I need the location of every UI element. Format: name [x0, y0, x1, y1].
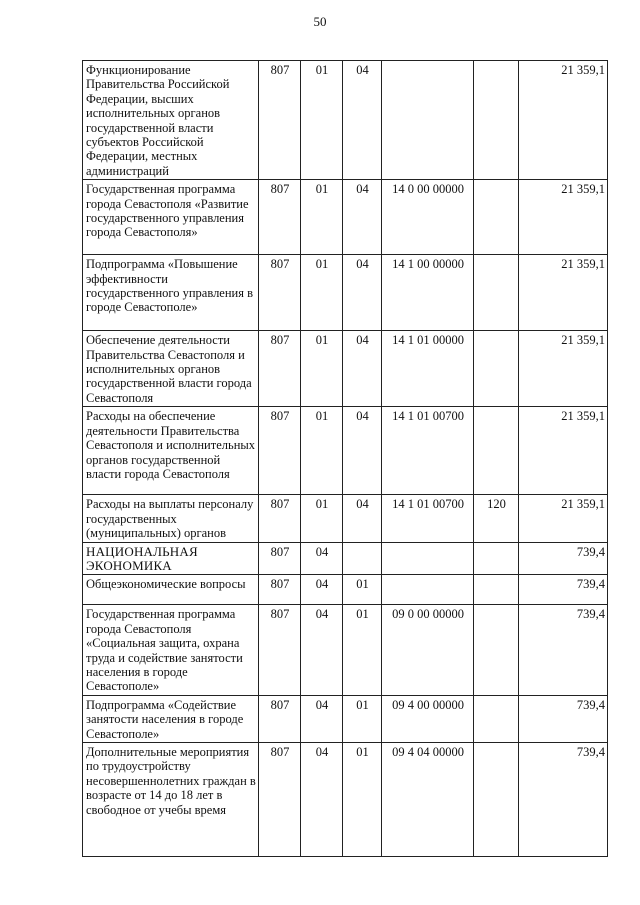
ministry-code: 807	[259, 742, 301, 856]
target-article-code: 09 0 00 00000	[382, 605, 474, 695]
row-name: Подпрограмма «Повышение эффективности государственного управления в городе Севастополе»	[83, 255, 259, 331]
table-row	[83, 575, 608, 605]
amount: 739,4	[519, 542, 608, 575]
section-code: 01	[301, 407, 343, 495]
expense-type-code	[474, 180, 519, 255]
subsection-code: 04	[343, 180, 382, 255]
target-article-code: 14 1 01 00700	[382, 407, 474, 495]
table-row	[83, 742, 608, 856]
table-row	[83, 542, 608, 575]
section-code: 01	[301, 331, 343, 407]
expense-type-code	[474, 61, 519, 180]
expense-type-code	[474, 255, 519, 331]
row-name: Функционирование Правительства Российской Федерации, высших исполнительных органов государственной власти субъектов Российской Федерации, местных администраций	[83, 61, 259, 180]
section-code: 04	[301, 542, 343, 575]
expense-type-code	[474, 605, 519, 695]
subsection-code	[343, 542, 382, 575]
expense-type-code	[474, 542, 519, 575]
target-article-code: 09 4 04 00000	[382, 742, 474, 856]
target-article-code	[382, 61, 474, 180]
ministry-code: 807	[259, 542, 301, 575]
section-code: 04	[301, 605, 343, 695]
subsection-code: 04	[343, 255, 382, 331]
amount: 21 359,1	[519, 495, 608, 542]
target-article-code: 14 1 01 00000	[382, 331, 474, 407]
amount: 21 359,1	[519, 61, 608, 180]
target-article-code: 14 0 00 00000	[382, 180, 474, 255]
target-article-code	[382, 575, 474, 605]
table-row	[83, 495, 608, 542]
ministry-code: 807	[259, 407, 301, 495]
ministry-code: 807	[259, 605, 301, 695]
row-name: Государственная программа города Севастополя «Развитие государственного управления города Севастополя»	[83, 180, 259, 255]
subsection-code: 04	[343, 61, 382, 180]
amount: 21 359,1	[519, 331, 608, 407]
subsection-code: 01	[343, 695, 382, 742]
table-row	[83, 605, 608, 695]
amount: 739,4	[519, 575, 608, 605]
amount: 739,4	[519, 695, 608, 742]
section-code: 01	[301, 61, 343, 180]
expense-type-code	[474, 695, 519, 742]
ministry-code: 807	[259, 255, 301, 331]
expense-type-code	[474, 742, 519, 856]
table-row	[83, 331, 608, 407]
budget-table	[82, 60, 608, 857]
section-code: 04	[301, 695, 343, 742]
expense-type-code	[474, 331, 519, 407]
row-name: Расходы на выплаты персоналу государственных (муниципальных) органов	[83, 495, 259, 542]
subsection-code: 01	[343, 742, 382, 856]
target-article-code: 09 4 00 00000	[382, 695, 474, 742]
target-article-code: 14 1 01 00700	[382, 495, 474, 542]
subsection-code: 01	[343, 605, 382, 695]
ministry-code: 807	[259, 180, 301, 255]
table-row	[83, 180, 608, 255]
page-number: 50	[313, 14, 327, 29]
row-name: Дополнительные мероприятия по трудоустройству несовершеннолетних граждан в возрасте от 14 до 18 лет в свободное от учебы время	[83, 742, 259, 856]
section-code: 04	[301, 742, 343, 856]
ministry-code: 807	[259, 575, 301, 605]
amount: 21 359,1	[519, 255, 608, 331]
subsection-code: 04	[343, 331, 382, 407]
table-row	[83, 407, 608, 495]
row-name: НАЦИОНАЛЬНАЯ ЭКОНОМИКА	[83, 542, 259, 575]
amount: 21 359,1	[519, 180, 608, 255]
row-name: Подпрограмма «Содействие занятости населения в городе Севастополе»	[83, 695, 259, 742]
section-code: 01	[301, 255, 343, 331]
ministry-code: 807	[259, 695, 301, 742]
amount: 739,4	[519, 742, 608, 856]
section-code: 01	[301, 495, 343, 542]
expense-type-code	[474, 575, 519, 605]
row-name: Расходы на обеспечение деятельности Правительства Севастополя и исполнительных органов государственной власти города Севастополя	[83, 407, 259, 495]
ministry-code: 807	[259, 61, 301, 180]
table-row	[83, 255, 608, 331]
subsection-code: 04	[343, 495, 382, 542]
row-name: Государственная программа города Севастополя «Социальная защита, охрана труда и содействие занятости населения в городе Севастополе»	[83, 605, 259, 695]
section-code: 04	[301, 575, 343, 605]
subsection-code: 01	[343, 575, 382, 605]
subsection-code: 04	[343, 407, 382, 495]
expense-type-code	[474, 407, 519, 495]
ministry-code: 807	[259, 331, 301, 407]
table-row	[83, 695, 608, 742]
amount: 739,4	[519, 605, 608, 695]
ministry-code: 807	[259, 495, 301, 542]
row-name: Обеспечение деятельности Правительства Севастополя и исполнительных органов государственной власти города Севастополя	[83, 331, 259, 407]
row-name: Общеэкономические вопросы	[83, 575, 259, 605]
table-row	[83, 61, 608, 180]
section-code: 01	[301, 180, 343, 255]
target-article-code: 14 1 00 00000	[382, 255, 474, 331]
target-article-code	[382, 542, 474, 575]
amount: 21 359,1	[519, 407, 608, 495]
expense-type-code: 120	[474, 495, 519, 542]
